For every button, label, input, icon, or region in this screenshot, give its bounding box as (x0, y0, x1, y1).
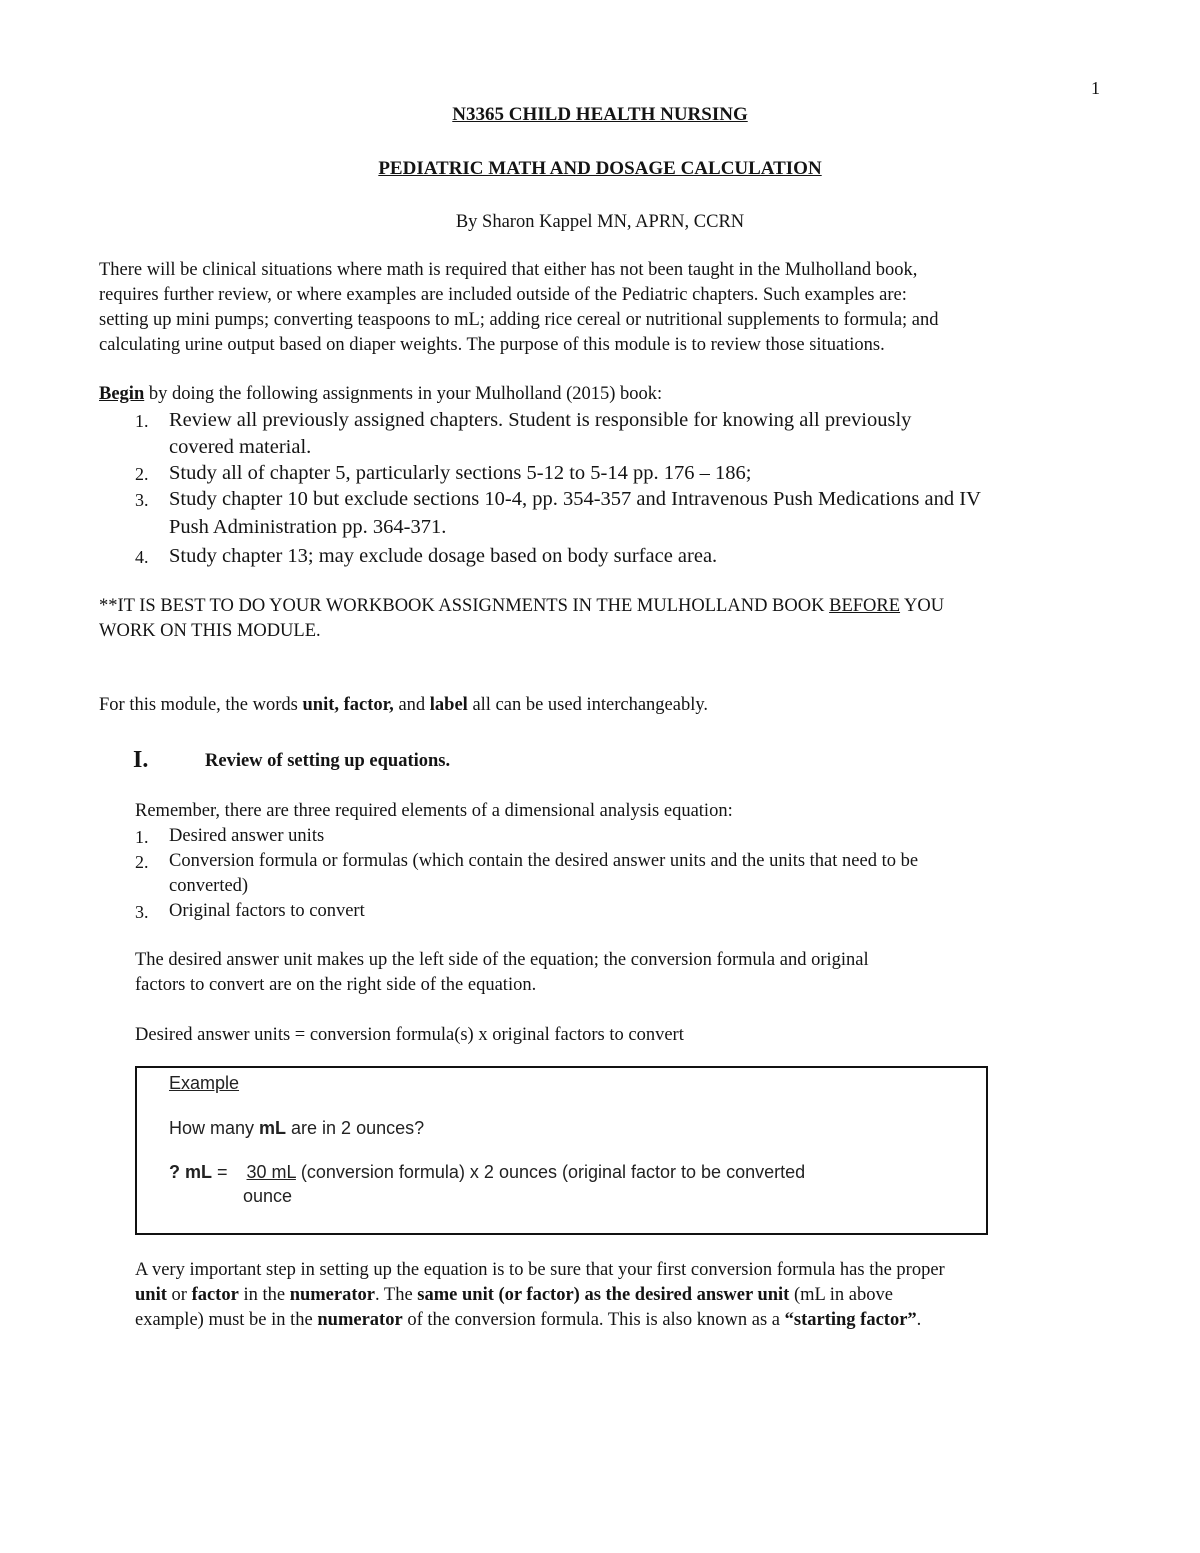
words-text: all can be used interchangeably. (467, 695, 709, 715)
equation-rest: (conversion formula) x 2 ounces (original factor to be converted (295, 1162, 806, 1182)
closing-text: example) must be in the (135, 1310, 318, 1330)
example-equation (169, 1163, 805, 1181)
closing-line (135, 1311, 921, 1330)
note-line (99, 597, 944, 616)
list-number: 4. (135, 547, 149, 567)
interchangeable-words-line (99, 696, 708, 715)
words-bold: label (429, 695, 468, 715)
closing-bold: same unit (or factor) as the desired answer unit (417, 1285, 790, 1305)
list-item: Conversion formula or formulas (which contain the desired answer units and the units that need to be (169, 851, 919, 871)
list-number: 1. (135, 827, 149, 847)
list-item: Desired answer units (169, 826, 325, 846)
list-number: 1. (135, 411, 149, 431)
begin-word: Begin (99, 384, 145, 404)
equation-lhs: ? mL (169, 1162, 212, 1182)
list-item: Original factors to convert (169, 901, 365, 921)
list-number: 3. (135, 902, 149, 922)
words-bold: unit, factor, (302, 695, 394, 715)
note-before-word: BEFORE (829, 596, 901, 616)
question-bold-unit: mL (259, 1118, 287, 1138)
note-text: **IT IS BEST TO DO YOUR WORKBOOK ASSIGNMENTS IN THE MULHOLLAND BOOK (99, 596, 830, 616)
closing-text: . The (374, 1285, 418, 1305)
question-text: are in 2 ounces? (286, 1118, 425, 1138)
equation-equals: = (212, 1162, 233, 1182)
closing-line (135, 1286, 893, 1305)
list-number: 2. (135, 852, 149, 872)
page-number: 1 (1091, 78, 1100, 98)
list-item: Study chapter 13; may exclude dosage based on body surface area. (169, 545, 718, 567)
author-line: By Sharon Kappel MN, APRN, CCRN (455, 212, 745, 232)
closing-text: in the (238, 1285, 290, 1305)
section-number: I. (133, 747, 149, 773)
words-text: For this module, the words (99, 695, 303, 715)
list-number: 3. (135, 490, 149, 510)
intro-line: calculating urine output based on diaper weights. The purpose of this module is to review those situations. (99, 335, 885, 355)
begin-rest: by doing the following assignments in your Mulholland (2015) book: (144, 384, 663, 404)
remember-line: Remember, there are three required elements of a dimensional analysis equation: (135, 801, 733, 821)
list-item: Study all of chapter 5, particularly sections 5-12 to 5-14 pp. 176 – 186; (169, 462, 752, 484)
note-text: YOU (900, 596, 945, 616)
begin-line (99, 385, 662, 404)
closing-bold: unit (135, 1285, 167, 1305)
document-title: N3365 CHILD HEALTH NURSING (452, 104, 748, 125)
paragraph-line: The desired answer unit makes up the left side of the equation; the conversion formula and original (135, 950, 869, 970)
paragraph-line: factors to convert are on the right side of the equation. (135, 975, 537, 995)
example-question (169, 1119, 424, 1137)
list-item-continuation: Push Administration pp. 364-371. (169, 516, 447, 538)
list-item-continuation: covered material. (169, 436, 312, 458)
closing-bold: factor (191, 1285, 239, 1305)
intro-line: requires further review, or where examples are included outside of the Pediatric chapters. Such examples are: (99, 285, 907, 305)
closing-bold: numerator (289, 1285, 375, 1305)
closing-bold: “starting factor” (784, 1310, 917, 1330)
section-title: Review of setting up equations. (205, 751, 451, 771)
example-label: Example (169, 1073, 240, 1093)
list-item: Study chapter 10 but exclude sections 10-4, pp. 354-357 and Intravenous Push Medications and IV (169, 488, 981, 510)
equation-numerator: 30 mL (246, 1162, 296, 1182)
intro-line: There will be clinical situations where math is required that either has not been taught in the Mulholland book, (99, 260, 918, 280)
words-text: and (393, 695, 430, 715)
formula-line: Desired answer units = conversion formula(s) x original factors to convert (135, 1025, 684, 1045)
closing-text: of the conversion formula. This is also known as a (402, 1310, 785, 1330)
intro-line: setting up mini pumps; converting teaspoons to mL; adding rice cereal or nutritional supplements to formula; and (99, 310, 939, 330)
closing-line: A very important step in setting up the equation is to be sure that your first conversion formula has the proper (135, 1260, 945, 1280)
closing-text: or (166, 1285, 192, 1305)
closing-text: . (916, 1310, 922, 1330)
document-subtitle: PEDIATRIC MATH AND DOSAGE CALCULATION (378, 158, 822, 179)
list-item-continuation: converted) (169, 876, 249, 896)
list-item: Review all previously assigned chapters. Student is responsible for knowing all previously (169, 409, 912, 431)
question-text: How many (169, 1118, 260, 1138)
note-line: WORK ON THIS MODULE. (99, 621, 321, 641)
closing-text: (mL in above (789, 1285, 893, 1305)
equation-denominator: ounce (243, 1186, 293, 1206)
closing-bold: numerator (317, 1310, 403, 1330)
example-box (135, 1066, 988, 1235)
list-number: 2. (135, 464, 149, 484)
